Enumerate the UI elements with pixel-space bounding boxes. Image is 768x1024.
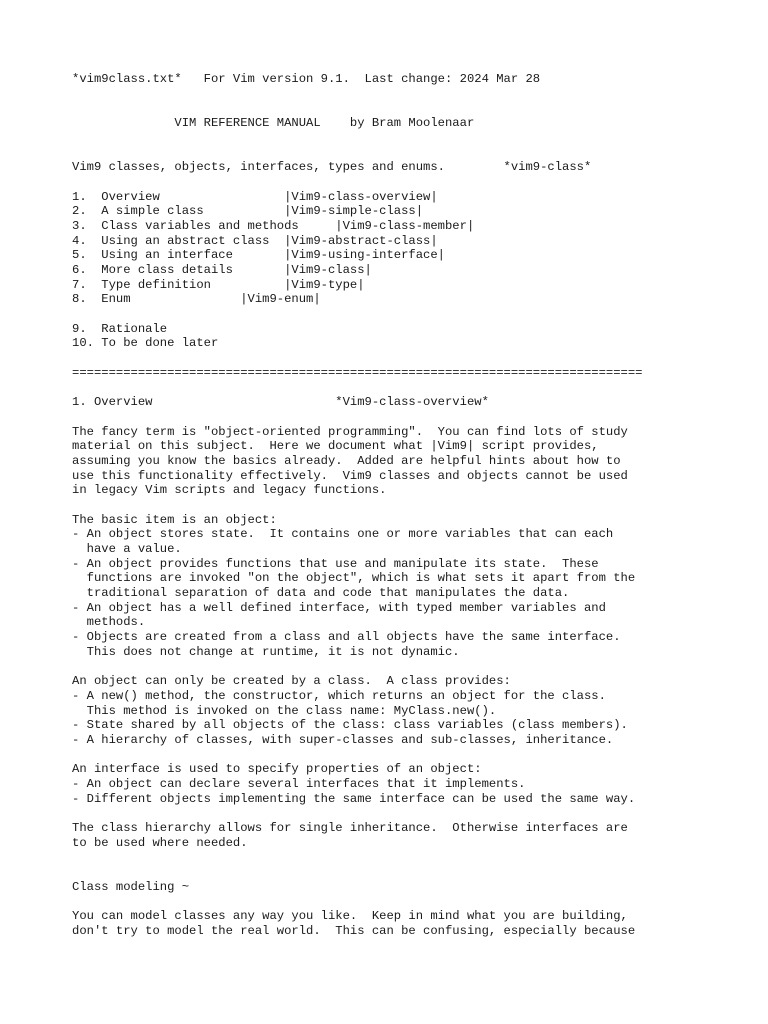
text-line bbox=[72, 131, 732, 146]
text-line bbox=[72, 806, 732, 821]
text-line: material on this subject. Here we document what |Vim9| script provides, bbox=[72, 439, 599, 454]
text-line bbox=[72, 351, 732, 366]
text-line: The class hierarchy allows for single inheritance. Otherwise interfaces are bbox=[72, 821, 628, 836]
text-line bbox=[72, 498, 732, 513]
text-line: You can model classes any way you like. Keep in mind what you are building, bbox=[72, 909, 628, 924]
text-line: - A new() method, the constructor, which returns an object for the class. bbox=[72, 688, 606, 703]
text-line: 10. To be done later bbox=[72, 336, 219, 351]
text-line bbox=[72, 307, 732, 322]
text-line bbox=[72, 410, 732, 425]
text-line: 9. Rationale bbox=[72, 321, 168, 336]
text-line: 4. Using an abstract class |Vim9-abstract-class| bbox=[72, 233, 438, 248]
text-line: - A hierarchy of classes, with super-classes and sub-classes, inheritance. bbox=[72, 732, 614, 747]
text-line: - An object provides functions that use and manipulate its state. These bbox=[72, 556, 599, 571]
text-line bbox=[72, 895, 732, 910]
text-line: to be used where needed. bbox=[72, 835, 248, 850]
text-line: 1. Overview |Vim9-class-overview| bbox=[72, 189, 438, 204]
text-line: The basic item is an object: bbox=[72, 512, 277, 527]
text-line bbox=[72, 101, 732, 116]
text-line: An interface is used to specify properties of an object: bbox=[72, 762, 482, 777]
text-line: don't try to model the real world. This can be confusing, especially because bbox=[72, 923, 636, 938]
text-line: 5. Using an interface |Vim9-using-interface| bbox=[72, 248, 445, 263]
text-line: 7. Type definition |Vim9-type| bbox=[72, 277, 365, 292]
text-line: assuming you know the basics already. Added are helpful hints about how to bbox=[72, 453, 621, 468]
text-line: functions are invoked "on the object", which is what sets it apart from the bbox=[72, 571, 636, 586]
text-line: The fancy term is "object-oriented programming". You can find lots of study bbox=[72, 424, 628, 439]
text-line: traditional separation of data and code that manipulates the data. bbox=[72, 586, 570, 601]
text-line: 6. More class details |Vim9-class| bbox=[72, 262, 372, 277]
text-line: 2. A simple class |Vim9-simple-class| bbox=[72, 204, 424, 219]
text-line: use this functionality effectively. Vim9 classes and objects cannot be used bbox=[72, 468, 628, 483]
text-line: This does not change at runtime, it is not dynamic. bbox=[72, 644, 460, 659]
text-line bbox=[72, 145, 732, 160]
text-line: Class modeling ~ bbox=[72, 879, 190, 894]
text-line: - An object has a well defined interface, with typed member variables and bbox=[72, 600, 606, 615]
text-line bbox=[72, 660, 732, 675]
text-line: - State shared by all objects of the class: class variables (class members). bbox=[72, 718, 628, 733]
text-line: - Objects are created from a class and all objects have the same interface. bbox=[72, 630, 621, 645]
text-line bbox=[72, 748, 732, 763]
text-line: methods. bbox=[72, 615, 146, 630]
text-line: - Different objects implementing the same interface can be used the same way. bbox=[72, 791, 636, 806]
text-line bbox=[72, 380, 732, 395]
text-line: 3. Class variables and methods |Vim9-class-member| bbox=[72, 218, 475, 233]
text-line: have a value. bbox=[72, 542, 182, 556]
text-line: *vim9class.txt* For Vim version 9.1. Last change: 2024 Mar 28 bbox=[72, 72, 541, 86]
text-line: - An object stores state. It contains one or more variables that can each bbox=[72, 527, 614, 542]
text-line: - An object can declare several interfaces that it implements. bbox=[72, 777, 526, 791]
text-line bbox=[72, 87, 732, 102]
help-document bbox=[72, 72, 732, 939]
text-line bbox=[72, 175, 732, 190]
text-line: 1. Overview *Vim9-class-overview* bbox=[72, 395, 489, 410]
text-line: This method is invoked on the class name: MyClass.new(). bbox=[72, 703, 497, 718]
text-line bbox=[72, 850, 732, 865]
text-line: An object can only be created by a class. A class provides: bbox=[72, 674, 511, 689]
text-line: ============================================================================== bbox=[72, 365, 643, 380]
text-line: in legacy Vim scripts and legacy functions. bbox=[72, 483, 387, 498]
text-line: Vim9 classes, objects, interfaces, types and enums. *vim9-class* bbox=[72, 160, 592, 175]
text-line bbox=[72, 865, 732, 880]
text-line: 8. Enum |Vim9-enum| bbox=[72, 292, 321, 307]
text-line: VIM REFERENCE MANUAL by Bram Moolenaar bbox=[72, 116, 475, 131]
